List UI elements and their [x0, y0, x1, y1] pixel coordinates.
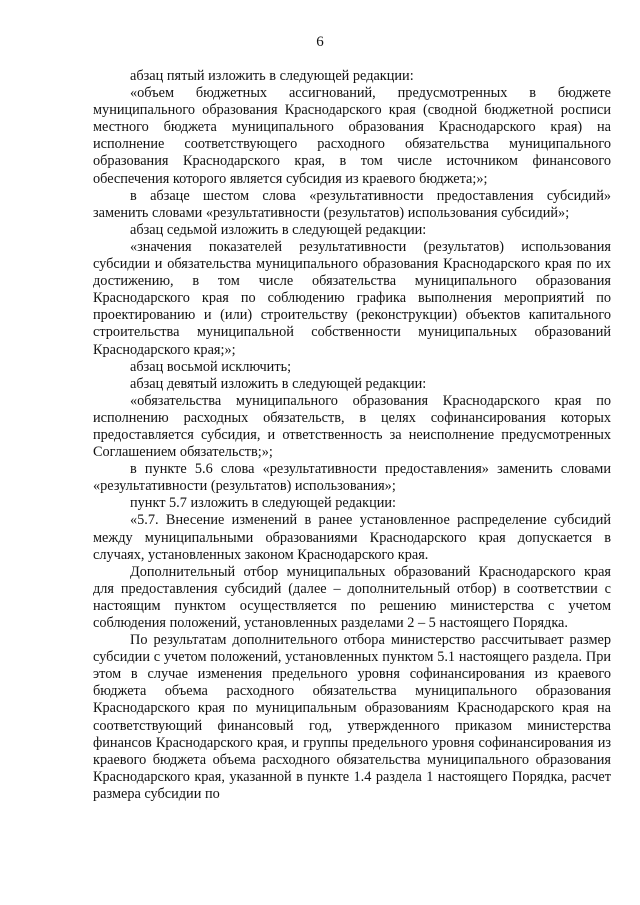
paragraph: абзац седьмой изложить в следующей редакции:: [130, 221, 427, 238]
paragraph: «объем бюджетных ассигнований, предусмотренных в бюджете муниципального образования Краснодарского края (сводной бюджетной росписи местного бюджета муниципального образования Краснодарского края) на исполнение соответствующего расходного обязательства муниципального образования Краснодарского края, в том числе источником финансового обеспечения которого является субсидия из краевого бюджета;»;: [93, 85, 611, 187]
document-body: [93, 68, 611, 803]
paragraph: пункт 5.7 изложить в следующей редакции:: [130, 495, 397, 512]
paragraph: По результатам дополнительного отбора министерство рассчитывает размер субсидии с учетом положений, установленных пунктом 5.1 настоящего раздела. При этом в случае изменения предельного уровня софинансирования из краевого бюджета объема расходного обязательства муниципального образования Краснодарского края по муниципальным образованиям Краснодарского края на соответствующий финансовый год, утвержденного приказом министерства финансов Краснодарского края, и группы предельного уровня софинансирования из краевого бюджета объема расходного обязательства муниципального образования Краснодарского края, указанной в пункте 1.4 раздела 1 настоящего Порядка, расчет размера субсидии по: [93, 632, 611, 802]
paragraph: в абзаце шестом слова «результативности предоставления субсидий» заменить словами «результативности (результатов) использования субсидий»;: [93, 187, 611, 221]
paragraph: «значения показателей результативности (результатов) использования субсидии и обязательства муниципального образования Краснодарского края по их достижению, в том числе обязательства муниципального образования Краснодарского края по соблюдению графика выполнения мероприятий по проектированию и (или) строительству (реконструкции) объектов капитального строительства муниципальной собственности муниципальных образований Краснодарского края;»;: [93, 238, 611, 358]
paragraph: «5.7. Внесение изменений в ранее установленное распределение субсидий между муниципальными образованиями Краснодарского края допускается в случаях, установленных законом Краснодарского края.: [93, 512, 611, 563]
paragraph: абзац восьмой исключить;: [130, 358, 292, 375]
paragraph: абзац девятый изложить в следующей редакции:: [130, 375, 427, 392]
paragraph: в пункте 5.6 слова «результативности предоставления» заменить словами «результативности (результатов) использования»;: [93, 461, 611, 495]
paragraph: абзац пятый изложить в следующей редакции:: [130, 68, 414, 84]
paragraph: «обязательства муниципального образования Краснодарского края по исполнению расходных обязательств, в целях софинансирования которых предоставляется субсидия, и ответственность за неисполнение предусмотренных Соглашением обязательств;»;: [93, 392, 611, 461]
paragraph: Дополнительный отбор муниципальных образований Краснодарского края для предоставления субсидий (далее – дополнительный отбор) в соответствии с настоящим пунктом осуществляется по решению министерства с учетом соблюдения положений, установленных разделами 2 – 5 настоящего Порядка.: [93, 563, 611, 631]
page-number: 6: [316, 34, 324, 50]
